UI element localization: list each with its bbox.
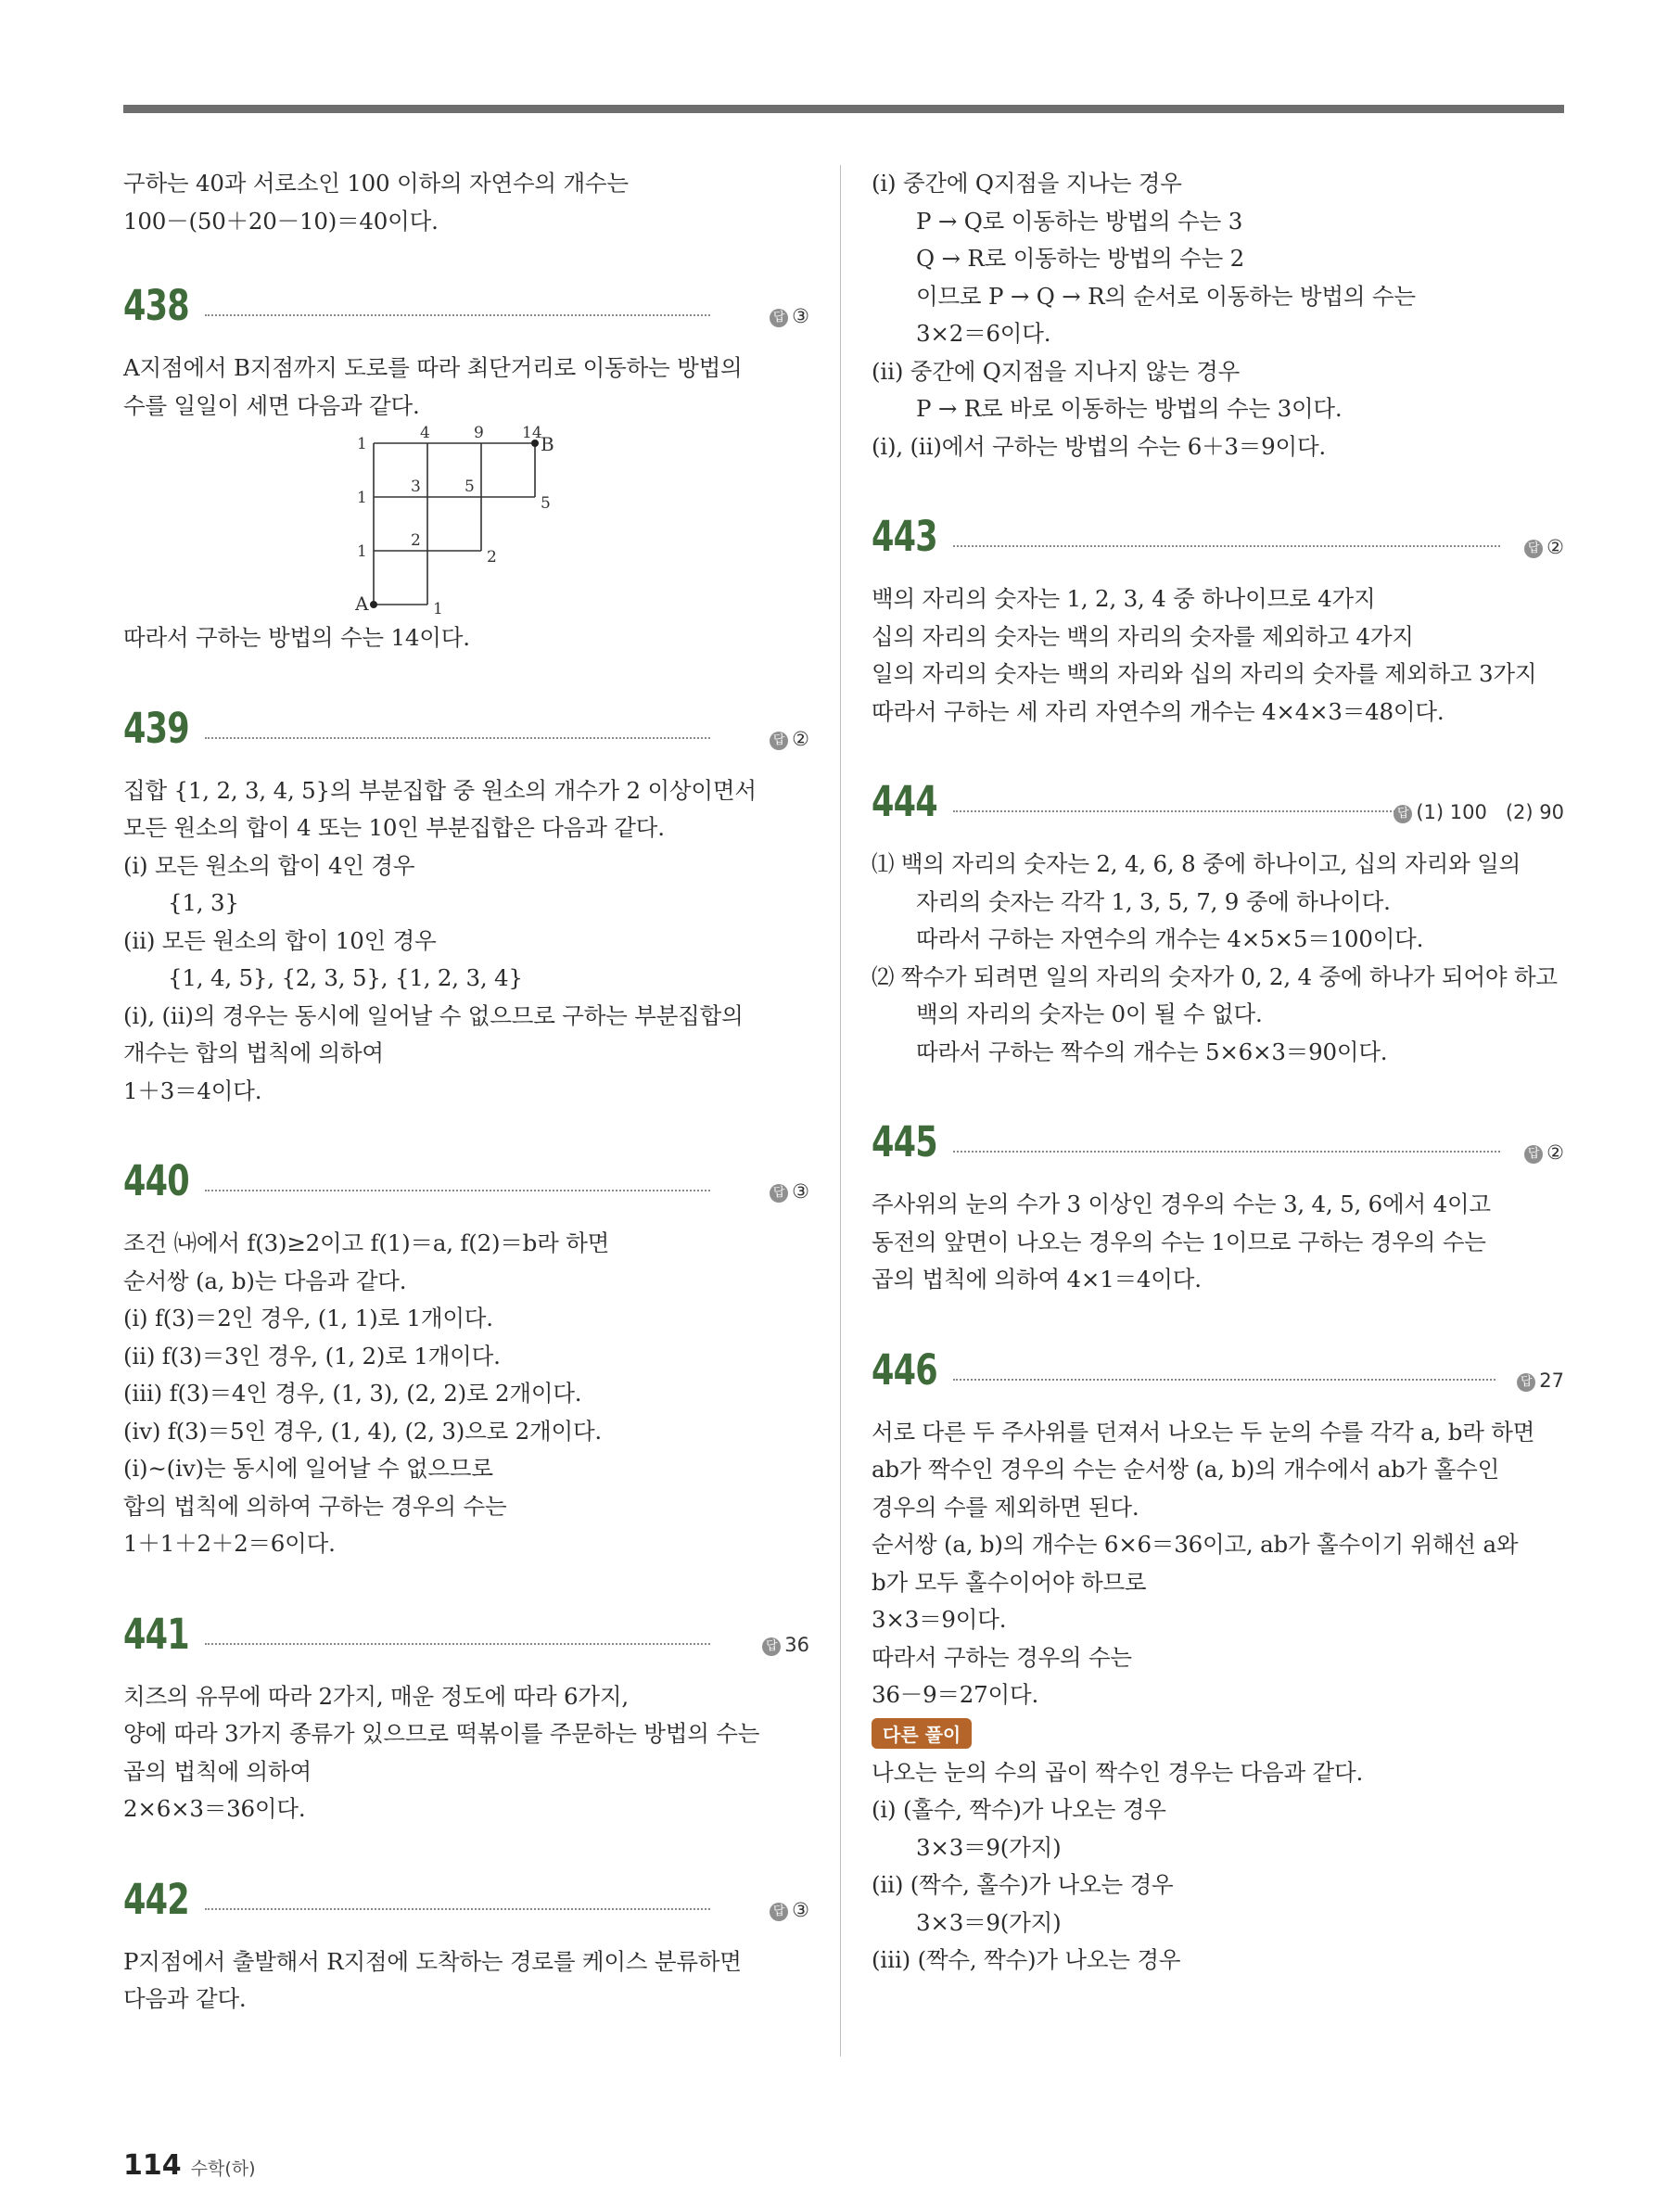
leader-dots [953, 1379, 1495, 1381]
grid-path-diagram [355, 425, 596, 619]
problem-number: 438 [123, 281, 189, 330]
text-line: 백의 자리의 숫자는 1, 2, 3, 4 중 하나이므로 4가지 [872, 585, 1376, 612]
text-line: 수를 일일이 세면 다음과 같다. [123, 391, 420, 419]
text-line: 양에 따라 3가지 종류가 있으므로 떡볶이를 주문하는 방법의 수는 [123, 1720, 760, 1747]
text-line: (ⅱ) 중간에 Q지점을 지나지 않는 경우 [872, 357, 1241, 385]
text-line: (ⅰ), (ⅱ)의 경우는 동시에 일어날 수 없으므로 구하는 부분집합의 [123, 1001, 744, 1029]
answer: 답 ③ [770, 305, 809, 327]
problem-number: 439 [123, 703, 189, 753]
text-line: ⑴ 백의 자리의 숫자는 2, 4, 6, 8 중에 하나이고, 십의 자리와 일의 [872, 850, 1521, 877]
column-divider [840, 165, 841, 2057]
text-line: {1, 4, 5}, {2, 3, 5}, {1, 2, 3, 4} [168, 964, 523, 991]
answer: 답 ③ [770, 1899, 809, 1921]
text-line: 곱의 법칙에 의하여 4×1＝4이다. [872, 1266, 1202, 1293]
answer-icon: 답 [1524, 540, 1543, 558]
answer: 답 ② [1524, 1141, 1564, 1164]
problem-header-438 [123, 272, 809, 333]
text-line: P → Q로 이동하는 방법의 수는 3 [916, 207, 1243, 235]
text-line: (ⅰ), (ⅱ)에서 구하는 방법의 수는 6＋3＝9이다. [872, 432, 1327, 460]
leader-dots [205, 314, 710, 316]
text-line: 나오는 눈의 수의 곱이 짝수인 경우는 다음과 같다. [872, 1758, 1364, 1786]
problem-header-442 [123, 1866, 809, 1927]
count-label: 2 [411, 531, 421, 550]
text-line: (ⅰ)~(ⅳ)는 동시에 일어날 수 없으므로 [123, 1455, 493, 1482]
leader-dots [953, 545, 1500, 547]
answer: 답 ③ [770, 1180, 809, 1203]
text-line: 3×3＝9이다. [872, 1606, 1007, 1633]
answer-icon: 답 [1394, 805, 1412, 823]
text-line: 이므로 P → Q → R의 순서로 이동하는 방법의 수는 [916, 282, 1416, 310]
text-line: {1, 3} [168, 889, 239, 916]
top-rule [123, 105, 1564, 113]
count-label: 14 [522, 425, 542, 442]
leader-dots [205, 1908, 710, 1910]
text-line: 집합 {1, 2, 3, 4, 5}의 부분집합 중 원소의 개수가 2 이상이면서 [123, 776, 757, 804]
answer: 답 27 [1517, 1369, 1564, 1392]
answer-icon: 답 [1517, 1373, 1535, 1392]
text-line: (ⅳ) f(3)＝5인 경우, (1, 4), (2, 3)으로 2개이다. [123, 1417, 603, 1445]
point-a [370, 601, 377, 608]
text-line: 십의 자리의 숫자는 백의 자리의 숫자를 제외하고 4가지 [872, 622, 1414, 650]
answer: 답 (1) 100 (2) 90 [1394, 801, 1564, 823]
answer-icon: 답 [770, 1184, 788, 1203]
count-label: 2 [487, 548, 497, 567]
book-title: 수학(하) [190, 2159, 256, 2179]
intro-line: 구하는 40과 서로소인 100 이하의 자연수의 개수는 [123, 170, 629, 197]
count-label: 4 [420, 425, 430, 442]
text-line: (ⅱ) 모든 원소의 합이 10인 경우 [123, 926, 437, 954]
point-a-label: A [355, 592, 369, 615]
text-line: 3×3＝9(가지) [916, 1908, 1062, 1936]
text-line: 따라서 구하는 자연수의 개수는 4×5×5＝100이다. [916, 925, 1424, 952]
text-line: 1＋1＋2＋2＝6이다. [123, 1530, 336, 1557]
text-line: 3×3＝9(가지) [916, 1833, 1062, 1861]
text-line: 합의 법칙에 의하여 구하는 경우의 수는 [123, 1492, 507, 1520]
text-line: (ⅰ) f(3)＝2인 경우, (1, 1)로 1개이다. [123, 1305, 493, 1331]
text-line: 3×2＝6이다. [916, 320, 1051, 347]
text-line: 동전의 앞면이 나오는 경우의 수는 1이므로 구하는 경우의 수는 [872, 1228, 1486, 1255]
text-line: (ⅱ) f(3)＝3인 경우, (1, 2)로 1개이다. [123, 1342, 501, 1369]
count-label: 3 [411, 478, 421, 496]
text-line: (ⅱ) (짝수, 홀수)가 나오는 경우 [872, 1871, 1174, 1898]
text-line: (ⅰ) (홀수, 짝수)가 나오는 경우 [872, 1796, 1166, 1823]
problem-number: 446 [872, 1344, 937, 1395]
problem-header-439 [123, 694, 809, 756]
text-line: b가 모두 홀수이어야 하므로 [872, 1568, 1147, 1596]
text-line: (ⅲ) (짝수, 짝수)가 나오는 경우 [872, 1946, 1181, 1973]
count-label: 5 [541, 494, 551, 513]
right-column [872, 165, 1564, 1980]
problem-number: 441 [123, 1609, 189, 1659]
left-column [123, 165, 809, 2019]
text-line: 곱의 법칙에 의하여 [123, 1757, 312, 1785]
problem-number: 443 [872, 512, 937, 561]
text-line: 다음과 같다. [123, 1985, 247, 2012]
text-line: 조건 ㈏에서 f(3)≥2이고 f(1)＝a, f(2)＝b라 하면 [123, 1229, 610, 1256]
text-line: (ⅲ) f(3)＝4인 경우, (1, 3), (2, 2)로 2개이다. [123, 1380, 582, 1407]
text-line: 순서쌍 (a, b)는 다음과 같다. [123, 1267, 407, 1294]
count-label: 1 [357, 542, 367, 561]
answer-icon: 답 [770, 1903, 788, 1921]
answer: 답 ② [770, 728, 809, 750]
text-line: 개수는 합의 법칙에 의하여 [123, 1039, 384, 1066]
leader-dots [953, 1151, 1500, 1153]
problem-header-445 [872, 1108, 1564, 1169]
leader-dots [205, 1190, 710, 1191]
answer-icon: 답 [770, 309, 788, 327]
text-line: 모든 원소의 합이 4 또는 10인 부분집합은 다음과 같다. [123, 814, 665, 841]
text-line: 36－9＝27이다. [872, 1681, 1039, 1708]
problem-number: 440 [123, 1156, 189, 1205]
answer-icon: 답 [762, 1637, 781, 1656]
answer: 답 36 [762, 1634, 809, 1656]
text-line: Q → R로 이동하는 방법의 수는 2 [916, 245, 1245, 272]
problem-number: 444 [872, 777, 937, 826]
problem-number: 442 [123, 1874, 189, 1924]
text-line: 순서쌍 (a, b)의 개수는 6×6＝36이고, ab가 홀수이기 위해선 a와 [872, 1531, 1519, 1558]
point-b-label: B [541, 433, 554, 455]
count-label: 1 [357, 489, 367, 507]
text-line: 1＋3＝4이다. [123, 1076, 262, 1104]
answer-icon: 답 [770, 732, 788, 750]
text-line: 자리의 숫자는 각각 1, 3, 5, 7, 9 중에 하나이다. [916, 887, 1391, 915]
answer: 답 ② [1524, 536, 1564, 558]
leader-dots [205, 1643, 710, 1645]
text-line: (ⅰ) 중간에 Q지점을 지나는 경우 [872, 170, 1182, 197]
text-line: 2×6×3＝36이다. [123, 1795, 306, 1822]
alternate-solution-badge: 다른 풀이 [872, 1718, 972, 1749]
count-label: 9 [474, 425, 484, 442]
text-line: 서로 다른 두 주사위를 던져서 나오는 두 눈의 수를 각각 a, b라 하면 [872, 1418, 1535, 1446]
text-line: 따라서 구하는 경우의 수는 [872, 1643, 1132, 1671]
answer-icon: 답 [1524, 1145, 1543, 1164]
text-line: A지점에서 B지점까지 도로를 따라 최단거리로 이동하는 방법의 [123, 354, 743, 381]
problem-header-440 [123, 1147, 809, 1208]
intro-line: 100－(50＋20－10)＝40이다. [123, 207, 439, 235]
text-line: 따라서 구하는 짝수의 개수는 5×6×3＝90이다. [916, 1038, 1388, 1065]
count-label: 1 [433, 600, 443, 618]
text-line: (ⅰ) 모든 원소의 합이 4인 경우 [123, 851, 415, 879]
text-line: 치즈의 유무에 따라 2가지, 매운 정도에 따라 6가지, [123, 1682, 629, 1710]
text-line: 일의 자리의 숫자는 백의 자리와 십의 자리의 숫자를 제외하고 3가지 [872, 660, 1537, 687]
text-line: 주사위의 눈의 수가 3 이상인 경우의 수는 3, 4, 5, 6에서 4이고 [872, 1191, 1491, 1217]
text-line: 따라서 구하는 세 자리 자연수의 개수는 4×4×3＝48이다. [872, 697, 1445, 725]
problem-number: 445 [872, 1117, 937, 1166]
problem-header-444 [872, 768, 1564, 829]
text-line: ab가 짝수인 경우의 수는 순서쌍 (a, b)의 개수에서 ab가 홀수인 [872, 1456, 1500, 1483]
page-number: 114 [123, 2149, 182, 2182]
count-label: 5 [465, 478, 475, 496]
text-line: 백의 자리의 숫자는 0이 될 수 없다. [916, 1000, 1263, 1027]
text-line: 경우의 수를 제외하면 된다. [872, 1493, 1139, 1521]
text-line: ⑵ 짝수가 되려면 일의 자리의 숫자가 0, 2, 4 중에 하나가 되어야 하고 [872, 962, 1558, 990]
problem-header-441 [123, 1600, 809, 1662]
text-line: P → R로 바로 이동하는 방법의 수는 3이다. [916, 395, 1343, 422]
page-footer [123, 2149, 256, 2182]
problem-header-443 [872, 503, 1564, 564]
problem-header-446 [872, 1336, 1564, 1397]
leader-dots [205, 737, 710, 739]
text-line: 따라서 구하는 방법의 수는 14이다. [123, 624, 470, 651]
count-label: 1 [357, 435, 367, 453]
text-line: P지점에서 출발해서 R지점에 도착하는 경로를 케이스 분류하면 [123, 1947, 742, 1975]
leader-dots [953, 810, 1398, 812]
